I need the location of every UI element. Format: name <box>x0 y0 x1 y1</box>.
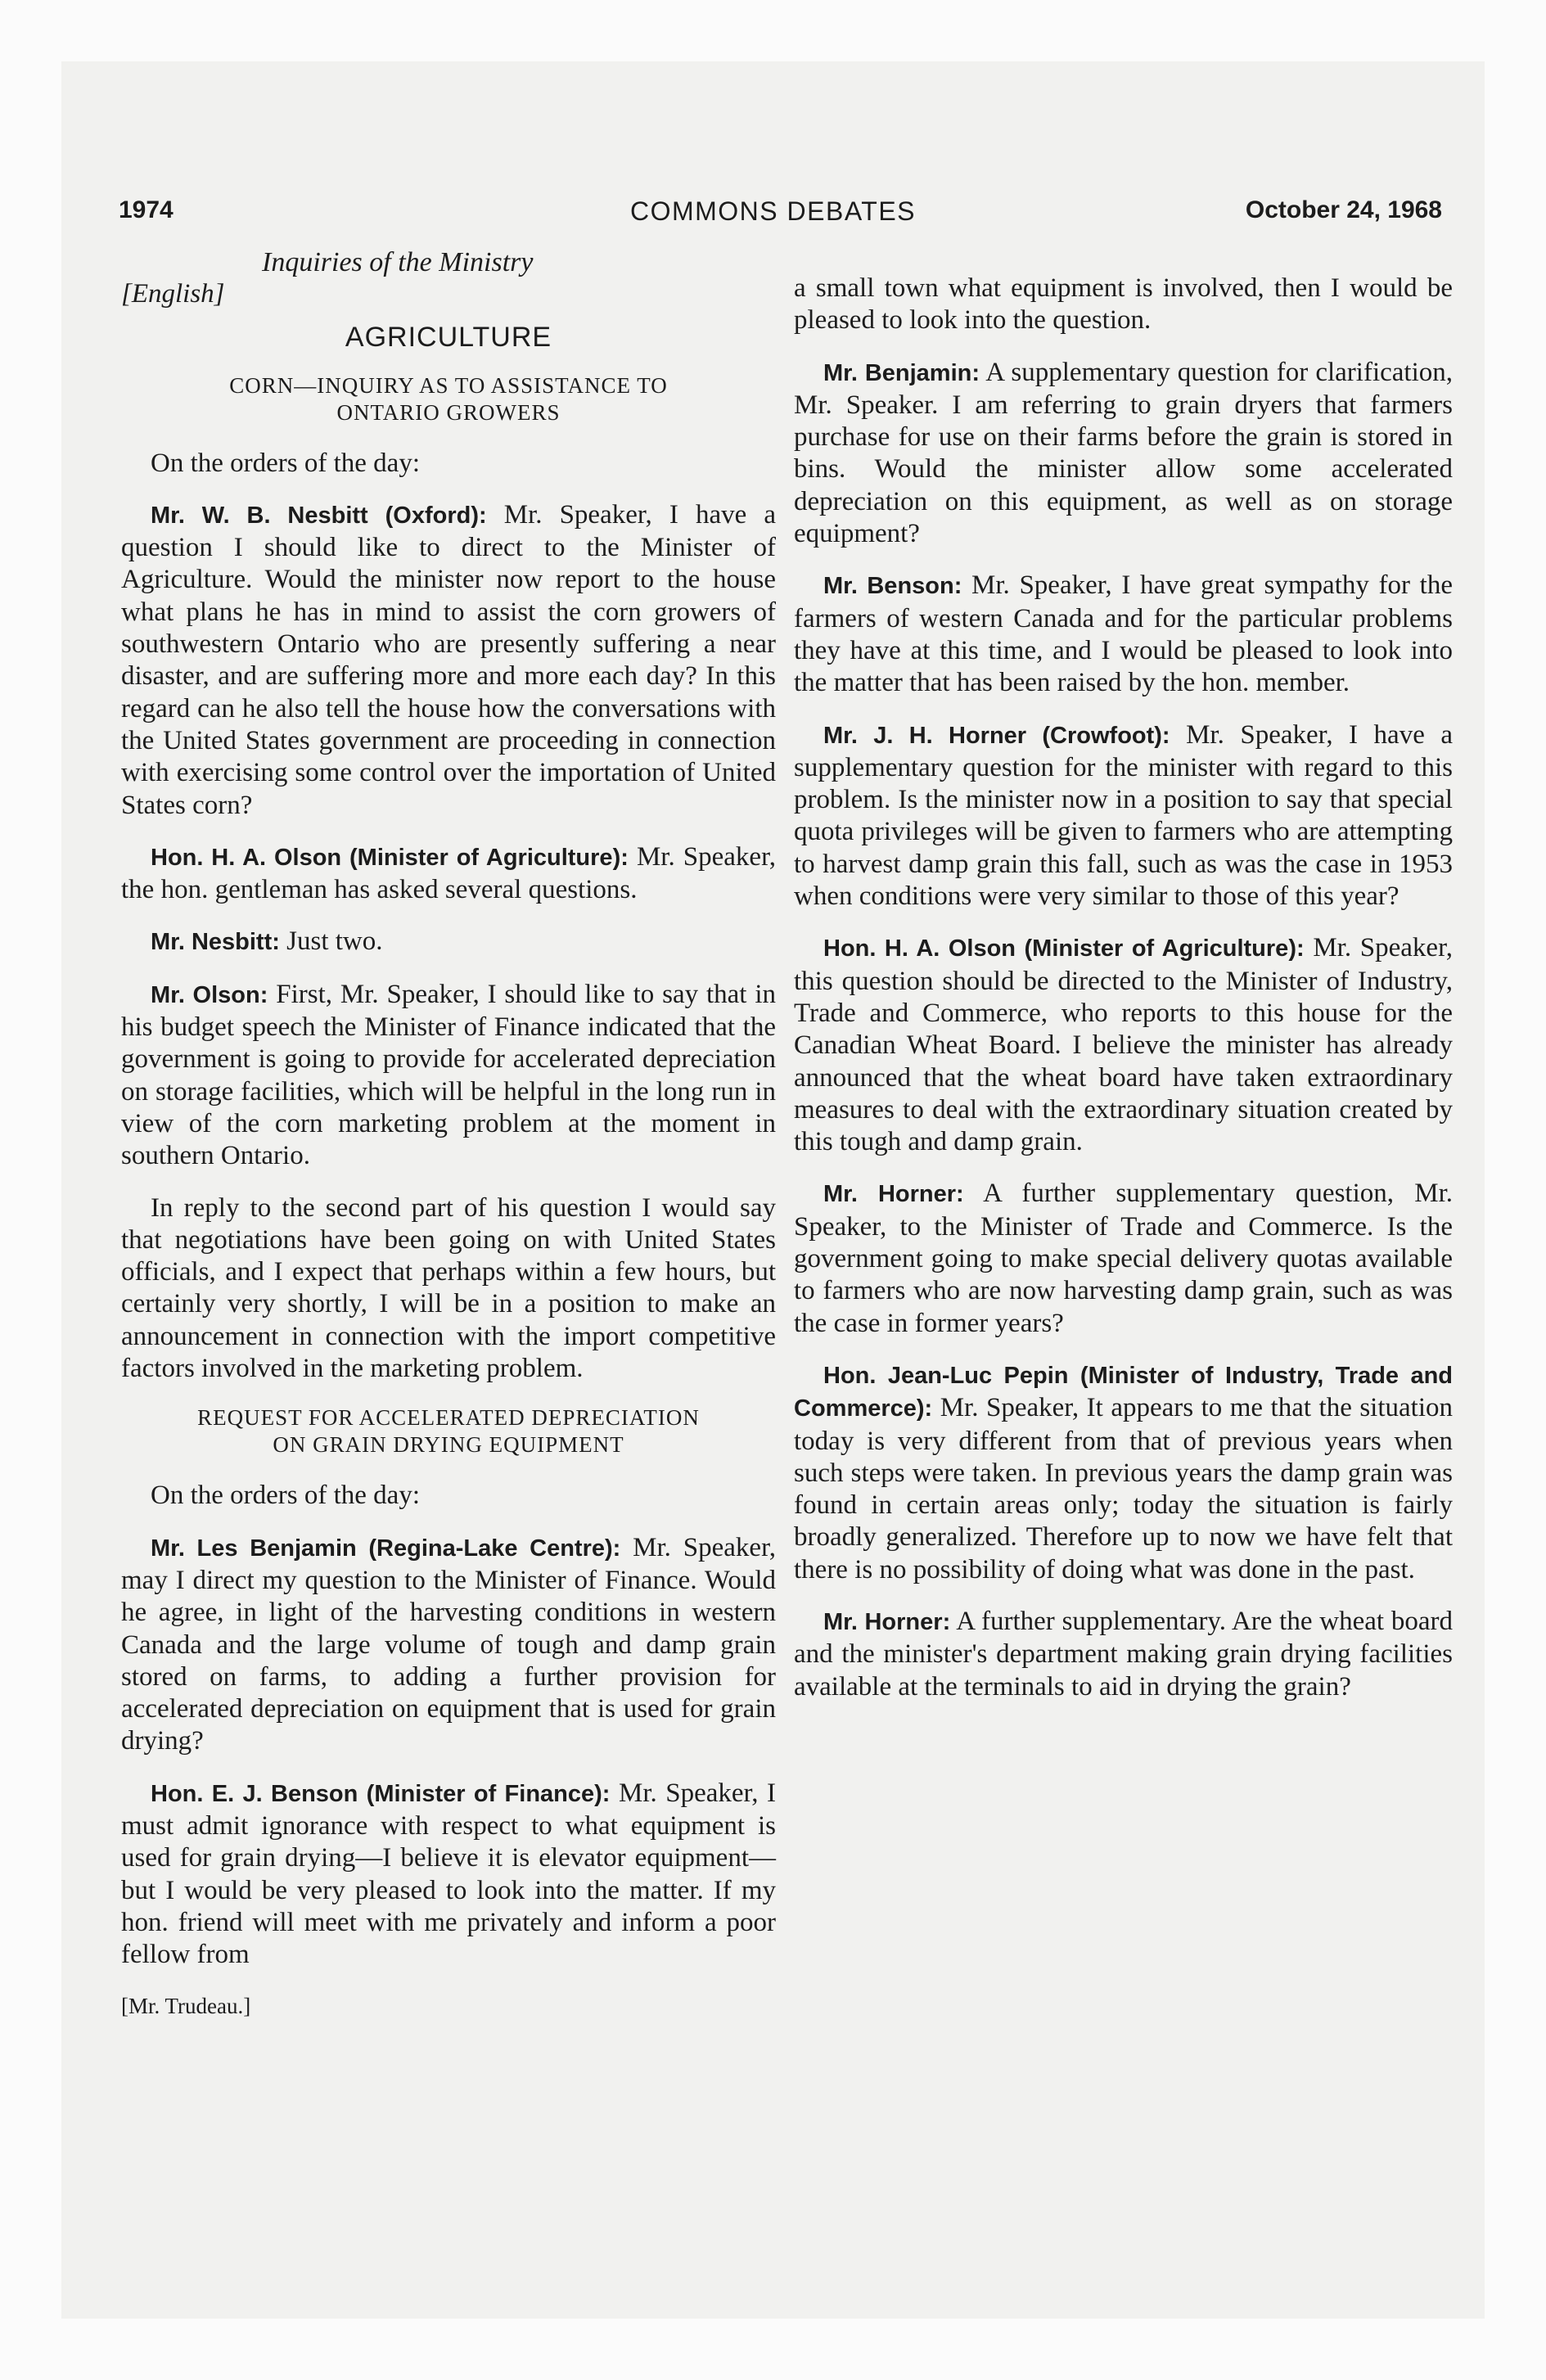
speaker-name: Mr. Horner: <box>823 1181 964 1208</box>
speech-text: Mr. Speaker, It appears to me that the situation today is very different from that of previous years when such steps were taken. In previous years the damp grain was found in certain areas only; today the situation is fairly broadly generalized. Therefore up to now we have felt that there is no possibility of doing what was done in the past. <box>794 1393 1453 1584</box>
speaker-name: Mr. Nesbitt: <box>151 929 280 956</box>
subheading-line: CORN—INQUIRY AS TO ASSISTANCE TO <box>229 372 668 398</box>
subheading-line: ON GRAIN DRYING EQUIPMENT <box>273 1432 624 1458</box>
speech-text: Mr. Speaker, may I direct my question to the Minister of Finance. Would he agree, in light of the harvesting conditions in western Canada and the large volume of tough and damp grain stored on farms, to adding a further provision for accelerated depreciation on equipment that is used for grain drying? <box>121 1532 776 1756</box>
orders-of-day: On the orders of the day: <box>151 448 420 478</box>
speaker-name: Mr. W. B. Nesbitt (Oxford): <box>151 502 487 529</box>
speech-text: Mr. Speaker, I have a question I should like to direct to the Minister of Agriculture. Would the minister now report to the house what plans he has in mind to assist the corn growers of southwestern Ontario who are presently suffering a near disaster, and are suffering more and more each day? In this regard can he also tell the house how the conversations with the United States government are proceeding in connection with exercising some control over the importation of United States corn? <box>121 499 776 820</box>
speaker-name: Mr. J. H. Horner (Crowfoot): <box>823 722 1170 749</box>
speech-paragraph: In reply to the second part of his question I would say that negotiations have been going on with United States officials, and I expect that perhaps within a few hours, but certainly very shortly, I will be in a position to make an announcement in connection with the import competitive factors involved in the marketing problem. <box>121 1192 776 1384</box>
publication-title: COMMONS DEBATES <box>629 196 917 226</box>
speech-text: First, Mr. Speaker, I should like to say that in his budget speech the Minister of Finance indicated that the government is going to provide for accelerated depreciation on storage facilities, which will be helpful in the long run in view of the corn marketing problem at the moment in southern Ontario. <box>121 979 776 1171</box>
speaker-name: Mr. Benjamin: <box>823 359 980 386</box>
speech-paragraph <box>121 979 776 1173</box>
speech-paragraph <box>794 719 1453 913</box>
speech-paragraph <box>121 841 776 907</box>
speech-paragraph <box>121 926 776 958</box>
right-column <box>794 273 1453 1723</box>
issue-date: October 24, 1968 <box>1245 196 1442 223</box>
speech-paragraph <box>121 1532 776 1758</box>
speech-text: Mr. Speaker, I have great sympathy for the farmers of western Canada and for the particular problems they have at this time, and I would be pleased to look into the matter that has been raised by the hon. member. <box>794 570 1453 698</box>
speech-paragraph <box>794 570 1453 699</box>
speaker-name: Mr. Olson: <box>151 981 268 1008</box>
speaker-name: Mr. Benson: <box>823 573 962 600</box>
section-heading: AGRICULTURE <box>345 322 552 354</box>
speech-text: A further supplementary question, Mr. Speaker, to the Minister of Trade and Commerce. Is the government going to make special delivery quotas available to farmers who are now harvesting damp grain, such as was the case in former years? <box>794 1179 1453 1338</box>
speaker-name: Hon. E. J. Benson (Minister of Finance): <box>151 1780 611 1807</box>
speaker-name: Mr. Les Benjamin (Regina-Lake Centre): <box>151 1535 621 1562</box>
speech-text: A supplementary question for clarification, Mr. Speaker. I am referring to grain dryers that farmers purchase for use on their farms before the grain is stored in bins. Would the minister allow some accelerated depreciation on this equipment, as well as on storage equipment? <box>794 357 1453 549</box>
speaker-name: Hon. H. A. Olson (Minister of Agriculture): <box>151 844 629 871</box>
subheading-depreciation <box>121 1404 776 1458</box>
speech-text: Mr. Speaker, I have a supplementary question for the minister with regard to this problem. Is the minister now in a position to say that special quota privileges will be given to farmers who are attempting to harvest damp grain this fall, such as was the case in 1953 when conditions were very similar to those of this year? <box>794 719 1453 912</box>
subheading-corn <box>121 372 776 426</box>
page-footer: [Mr. Trudeau.] <box>121 1994 251 2019</box>
subheading-line: REQUEST FOR ACCELERATED DEPRECIATION <box>197 1405 700 1431</box>
running-subheader: Inquiries of the Ministry <box>262 247 534 277</box>
speech-text: Mr. Speaker, I must admit ignorance with respect to what equipment is used for grain drying—I believe it is elevator equipment—but I would be very pleased to look into the matter. If my hon. friend will meet with me privately and inform a poor fellow from <box>121 1778 776 1970</box>
speech-paragraph <box>794 1606 1453 1703</box>
speech-paragraph <box>794 1359 1453 1586</box>
speech-text: A further supplementary. Are the wheat board and the minister's department making grain drying facilities available at the terminals to aid in drying the grain? <box>794 1606 1453 1702</box>
speaker-name: Mr. Horner: <box>823 1608 951 1635</box>
speech-paragraph <box>794 357 1453 551</box>
speech-text: Mr. Speaker, this question should be directed to the Minister of Industry, Trade and Commerce, who reports to this house for the Canadian Wheat Board. I believe the minister has already announced that the wheat board have taken extraordinary measures to deal with the extraordinary situation created by this tough and damp grain. <box>794 933 1453 1157</box>
speech-text: Just two. <box>279 926 383 957</box>
subheading-line: ONTARIO GROWERS <box>336 399 561 425</box>
speech-paragraph <box>794 932 1453 1158</box>
speaker-name: Hon. H. A. Olson (Minister of Agriculture): <box>823 935 1305 962</box>
orders-of-day: On the orders of the day: <box>151 1481 420 1511</box>
speaker-name: Hon. Jean-Luc Pepin (Minister of Industry, Trade and Commerce): <box>794 1362 1453 1422</box>
speech-continuation: a small town what equipment is involved, then I would be pleased to look into the question. <box>794 273 1453 336</box>
speech-paragraph <box>121 1778 776 1972</box>
speech-paragraph <box>794 1178 1453 1339</box>
speech-paragraph <box>121 499 776 822</box>
left-column <box>121 278 776 2023</box>
page-number: 1974 <box>119 196 174 223</box>
language-label: [English] <box>121 279 225 309</box>
speech-text: Mr. Speaker, the hon. gentleman has asked several questions. <box>121 841 776 905</box>
